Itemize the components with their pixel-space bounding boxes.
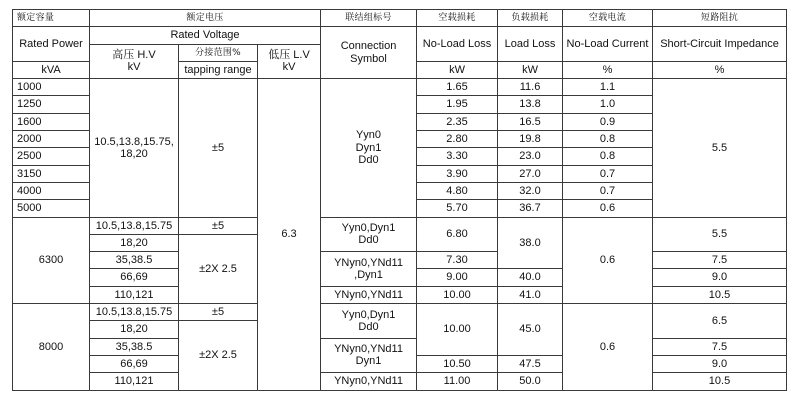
impedance-cell: 5.5	[653, 79, 787, 217]
load-loss-cell: 47.5	[498, 355, 563, 372]
noload-loss-cell: 11.00	[417, 373, 498, 390]
hv-cell: 35,38.5	[90, 338, 179, 355]
noload-current-cell: 0.7	[563, 182, 653, 199]
noload-loss-cell: 10.00	[417, 304, 498, 356]
noload-current-unit: %	[563, 61, 653, 78]
hv-cell: 110,121	[90, 286, 179, 303]
table-row	[13, 286, 787, 303]
noload-current-cell: 0.8	[563, 148, 653, 165]
capacity-cell: 1250	[13, 96, 90, 113]
noload-loss-cell: 4.80	[417, 182, 498, 199]
noload-current-cell: 1.0	[563, 96, 653, 113]
noload-loss-cell: 10.00	[417, 286, 498, 303]
connection-cell: YNyn0,YNd11	[321, 286, 417, 303]
impedance-cell: 7.5	[653, 252, 787, 269]
impedance-cell: 5.5	[653, 217, 787, 252]
impedance-header: Short-Circuit Impedance	[653, 27, 787, 62]
hv-cell: 18,20	[90, 234, 179, 251]
connection-line: Yyn0,Dyn1	[341, 222, 396, 235]
connection-symbol-header	[321, 27, 417, 79]
transformer-spec-table	[12, 9, 787, 391]
noload-loss-cell: 9.00	[417, 269, 498, 286]
header-row-en	[13, 27, 787, 44]
noload-current-cell: 0.6	[563, 304, 653, 390]
hv-cell: 110,121	[90, 373, 179, 390]
capacity-cell: 6300	[13, 217, 90, 303]
noload-loss-cell: 2.35	[417, 113, 498, 130]
load-loss-unit: kW	[498, 61, 563, 78]
impedance-cell: 9.0	[653, 269, 787, 286]
noload-current-cell: 0.9	[563, 113, 653, 130]
noload-loss-cell: 2.80	[417, 131, 498, 148]
lv-cell: 6.3	[258, 79, 321, 390]
table-row	[13, 373, 787, 390]
hv-cell: 35,38.5	[90, 252, 179, 269]
rated-power-header: Rated Power	[13, 27, 90, 62]
load-loss-cell: 45.0	[498, 304, 563, 356]
capacity-cell: 5000	[13, 200, 90, 217]
connection-cell	[321, 79, 417, 217]
capacity-header-cn: 额定容量	[13, 10, 90, 27]
rated-voltage-header: Rated Voltage	[90, 27, 321, 44]
connection-line: ,Dyn1	[354, 268, 383, 281]
load-loss-header: Load Loss	[498, 27, 563, 62]
hv-header-unit: kV	[127, 61, 141, 74]
capacity-cell: 2000	[13, 131, 90, 148]
load-loss-header-cn: 负载损耗	[498, 10, 563, 27]
capacity-cell: 3150	[13, 165, 90, 182]
table-row	[13, 79, 787, 96]
table-row	[13, 217, 787, 234]
impedance-unit: %	[653, 61, 787, 78]
noload-loss-cell: 7.30	[417, 252, 498, 269]
tapping-cell: ±5	[179, 304, 258, 321]
tapping-cell: ±2X 2.5	[179, 234, 258, 303]
connection-header-line2: Symbol	[350, 52, 387, 65]
noload-current-cell: 1.1	[563, 79, 653, 96]
table-row	[13, 338, 787, 355]
impedance-cell: 10.5	[653, 373, 787, 390]
connection-cell	[321, 217, 417, 252]
connection-line: Dd0	[358, 234, 379, 247]
load-loss-cell: 27.0	[498, 165, 563, 182]
hv-cell: 10.5,13.8,15.75	[90, 217, 179, 234]
noload-loss-cell: 3.30	[417, 148, 498, 165]
impedance-cell: 9.0	[653, 355, 787, 372]
load-loss-cell: 16.5	[498, 113, 563, 130]
connection-line: Yyn0,Dyn1	[341, 308, 396, 321]
noload-current-cell: 0.6	[563, 217, 653, 303]
noload-loss-cell: 6.80	[417, 217, 498, 252]
connection-header-cn: 联结组标号	[321, 10, 417, 27]
load-loss-cell: 36.7	[498, 200, 563, 217]
connection-header-line1: Connection	[340, 40, 397, 53]
hv-line: 18,20	[120, 147, 148, 160]
noload-loss-cell: 10.50	[417, 355, 498, 372]
voltage-header-cn: 额定电压	[90, 10, 321, 27]
noload-loss-cell: 5.70	[417, 200, 498, 217]
capacity-cell: 1600	[13, 113, 90, 130]
impedance-cell: 6.5	[653, 304, 787, 339]
capacity-cell: 1000	[13, 79, 90, 96]
lv-header-label: 低压 L.V	[268, 49, 310, 62]
connection-line: Dd0	[358, 154, 379, 167]
hv-cell	[90, 79, 179, 217]
capacity-unit: kVA	[13, 61, 90, 78]
load-loss-cell: 23.0	[498, 148, 563, 165]
lv-header-unit: kV	[282, 61, 296, 74]
noload-loss-cell: 1.65	[417, 79, 498, 96]
noload-current-cell: 0.8	[563, 131, 653, 148]
capacity-cell: 8000	[13, 304, 90, 390]
load-loss-cell: 19.8	[498, 131, 563, 148]
noload-loss-cell: 1.95	[417, 96, 498, 113]
hv-line: 10.5,13.8,15.75,	[94, 135, 174, 148]
hv-cell: 66,69	[90, 355, 179, 372]
load-loss-cell: 40.0	[498, 269, 563, 286]
load-loss-cell: 32.0	[498, 182, 563, 199]
hv-header-label: 高压 H.V	[112, 49, 156, 62]
lv-header	[258, 44, 321, 79]
connection-cell	[321, 338, 417, 373]
impedance-cell: 10.5	[653, 286, 787, 303]
impedance-cell: 7.5	[653, 338, 787, 355]
noload-loss-header-cn: 空载损耗	[417, 10, 498, 27]
connection-line: Dyn1	[355, 355, 382, 368]
noload-current-cell: 0.6	[563, 200, 653, 217]
hv-cell: 66,69	[90, 269, 179, 286]
tapping-header-cn: 分接范围%	[179, 44, 258, 61]
noload-loss-unit: kW	[417, 61, 498, 78]
connection-line: YNyn0,YNd11	[334, 256, 403, 269]
noload-loss-header: No-Load Loss	[417, 27, 498, 62]
hv-header	[90, 44, 179, 79]
connection-line: Dd0	[358, 320, 379, 333]
load-loss-cell: 11.6	[498, 79, 563, 96]
connection-line: Yyn0	[355, 129, 382, 142]
hv-cell: 18,20	[90, 321, 179, 338]
connection-cell	[321, 304, 417, 339]
noload-current-header-cn: 空载电流	[563, 10, 653, 27]
tapping-header-en: tapping range	[179, 61, 258, 78]
table-row	[13, 304, 787, 321]
capacity-cell: 4000	[13, 182, 90, 199]
capacity-cell: 2500	[13, 148, 90, 165]
table-row	[13, 252, 787, 269]
load-loss-cell: 41.0	[498, 286, 563, 303]
load-loss-cell: 38.0	[498, 217, 563, 269]
tapping-cell: ±5	[179, 217, 258, 234]
tapping-cell: ±2X 2.5	[179, 321, 258, 390]
header-row-cn	[13, 10, 787, 27]
noload-current-cell: 0.7	[563, 165, 653, 182]
load-loss-cell: 13.8	[498, 96, 563, 113]
hv-cell: 10.5,13.8,15.75	[90, 304, 179, 321]
load-loss-cell: 50.0	[498, 373, 563, 390]
impedance-header-cn: 短路阻抗	[653, 10, 787, 27]
noload-loss-cell: 3.90	[417, 165, 498, 182]
connection-cell: YNyn0,YNd11	[321, 373, 417, 390]
tapping-cell: ±5	[179, 79, 258, 217]
noload-current-header: No-Load Current	[563, 27, 653, 62]
connection-line: Dyn1	[355, 141, 382, 154]
connection-cell	[321, 252, 417, 287]
connection-line: YNyn0,YNd11	[334, 343, 403, 356]
